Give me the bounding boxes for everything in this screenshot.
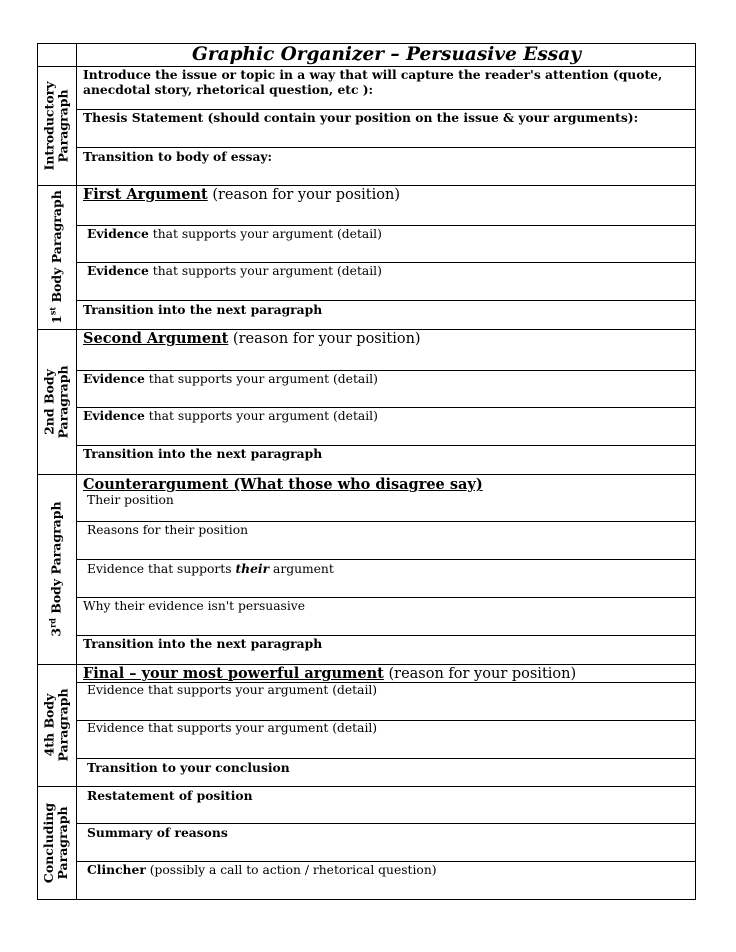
- final-argument-heading: Final – your most powerful argument (reason for your position): [83, 665, 577, 682]
- body4-evidence-2: Evidence that supports your argument (detail): [87, 721, 378, 735]
- side-label-line: 4th Body: [41, 693, 57, 757]
- divider-body2-body3: [37, 474, 696, 475]
- side-label-line: Paragraph: [55, 364, 71, 439]
- row-line: [77, 758, 696, 759]
- body2-transition-prompt: Transition into the next paragraph: [83, 446, 323, 461]
- second-argument-heading: Second Argument (reason for your position): [83, 330, 421, 347]
- restatement-prompt: Restatement of position: [87, 788, 253, 803]
- side-label-conclusion: [37, 786, 76, 900]
- side-label-line: 2nd Body: [41, 368, 57, 435]
- page-title: Graphic Organizer – Persuasive Essay: [192, 44, 581, 65]
- counterargument-heading: Counterargument (What those who disagree say): [83, 476, 483, 493]
- why-not-persuasive-prompt: Why their evidence isn't persuasive: [83, 599, 306, 613]
- side-label-body3: [37, 474, 76, 664]
- label-column-divider: [76, 43, 77, 900]
- divider-body4-conclusion: [37, 786, 696, 787]
- row-line: [77, 823, 696, 824]
- side-label-body2: [37, 329, 76, 474]
- row-line: [77, 147, 696, 148]
- side-label-line: Paragraph: [55, 806, 71, 880]
- thesis-prompt: Thesis Statement (should contain your position on the issue & your arguments):: [83, 110, 639, 125]
- first-argument-heading: First Argument (reason for your position): [83, 186, 400, 203]
- intro-hook-prompt: Introduce the issue or topic in a way that will capture the reader's attention (quote, anecdotal story, rhetorical question, etc ):: [83, 67, 663, 97]
- summary-prompt: Summary of reasons: [87, 825, 228, 840]
- side-label-body1: [37, 185, 76, 329]
- body2-evidence-1: Evidence that supports your argument (detail): [83, 371, 378, 386]
- side-label-intro: [37, 66, 76, 185]
- side-label-line: Paragraph: [55, 88, 71, 163]
- clincher-prompt: Clincher (possibly a call to action / rhetorical question): [87, 862, 437, 877]
- intro-transition-prompt: Transition to body of essay:: [83, 149, 273, 164]
- body4-transition-prompt: Transition to your conclusion: [87, 760, 290, 775]
- side-label-line: Introductory: [41, 80, 57, 171]
- side-label-line: Concluding: [41, 802, 57, 884]
- row-line: [77, 559, 696, 560]
- side-label-line: Paragraph: [55, 688, 71, 762]
- body1-transition-prompt: Transition into the next paragraph: [83, 302, 323, 317]
- row-line: [77, 300, 696, 301]
- body3-transition-prompt: Transition into the next paragraph: [83, 636, 323, 651]
- their-reasons-prompt: Reasons for their position: [87, 523, 249, 537]
- their-evidence-prompt: Evidence that supports their argument: [87, 561, 334, 576]
- their-position-prompt: Their position: [87, 493, 174, 507]
- row-line: [77, 521, 696, 522]
- side-label-line: 3rd Body Paragraph: [47, 501, 64, 637]
- side-label-line: 1st Body Paragraph: [47, 190, 64, 324]
- body1-evidence-2: Evidence that supports your argument (detail): [87, 263, 382, 278]
- body1-evidence-1: Evidence that supports your argument (detail): [87, 226, 382, 241]
- body2-evidence-2: Evidence that supports your argument (detail): [83, 408, 378, 423]
- body4-evidence-1: Evidence that supports your argument (detail): [87, 683, 378, 697]
- row-line: [77, 597, 696, 598]
- side-label-body4: [37, 664, 76, 786]
